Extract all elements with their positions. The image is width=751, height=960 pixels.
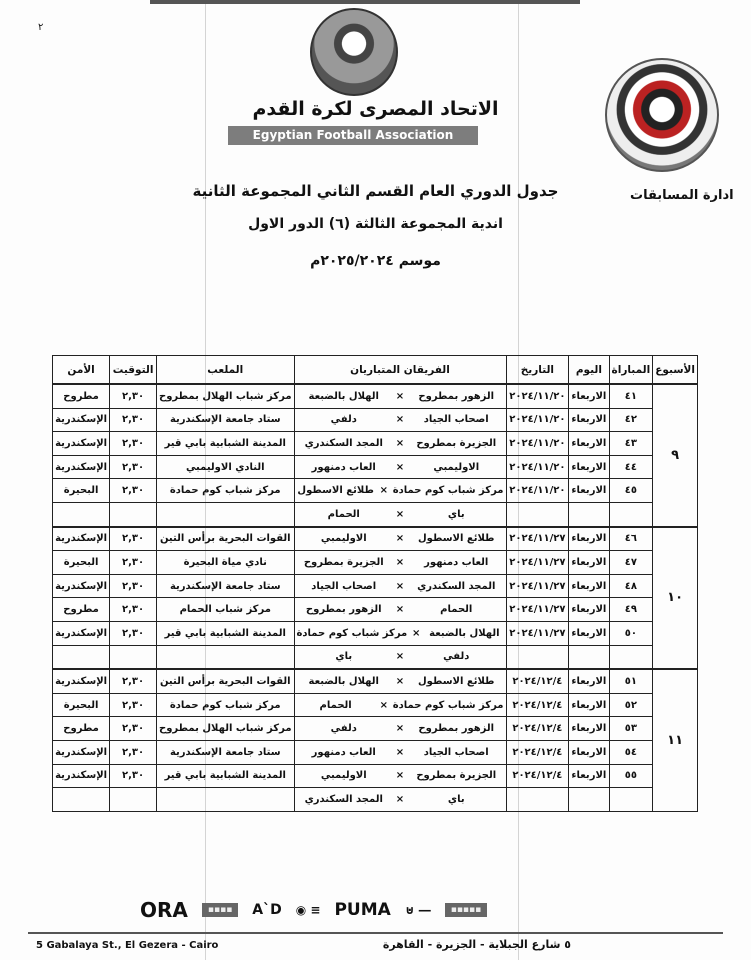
match-date: ٢٠٢٤/١٢/٤ xyxy=(506,669,569,693)
match-number xyxy=(609,788,653,812)
week-number: ٩ xyxy=(653,384,698,527)
teams-cell xyxy=(294,669,506,693)
teams xyxy=(297,628,504,639)
match-day: الاربعاء xyxy=(569,717,609,741)
away-team: المجد السكندري xyxy=(304,793,383,805)
efa-logo-icon xyxy=(310,8,398,96)
match-day: الاربعاء xyxy=(569,432,609,456)
security-region: الإسكندرية xyxy=(53,764,110,788)
column-header: الأمن xyxy=(53,356,110,385)
match-date: ٢٠٢٤/١٢/٤ xyxy=(506,764,569,788)
table-row xyxy=(53,455,698,479)
stadium: النادي الاوليمبي xyxy=(157,455,295,479)
home-team: الهلال بالضبعة xyxy=(429,627,500,639)
teams-cell xyxy=(294,502,506,526)
security-region: الإسكندرية xyxy=(53,408,110,432)
kickoff-time: ٢,٣٠ xyxy=(110,669,157,693)
stadium: مركز شباب كوم حمادة xyxy=(157,693,295,717)
home-team: دلفي xyxy=(443,651,470,663)
stadium xyxy=(157,788,295,812)
address-ar: ٥ شارع الجبلاية - الجزيرة - القاهرة xyxy=(382,938,571,951)
vs-sign: × xyxy=(395,414,405,426)
stadium xyxy=(157,645,295,669)
address-en: 5 Gabalaya St., El Gezera - Cairo xyxy=(36,940,219,951)
vs-sign: × xyxy=(379,485,388,497)
match-day: الاربعاء xyxy=(569,764,609,788)
home-team: الزهور بمطروح xyxy=(418,723,495,735)
doc-subtitle: اندية المجموعة الثالثة (٦) الدور الاول xyxy=(248,216,503,232)
table-row xyxy=(53,574,698,598)
kickoff-time: ٢,٣٠ xyxy=(110,384,157,408)
security-region: الإسكندرية xyxy=(53,740,110,764)
vs-sign: × xyxy=(395,746,405,758)
teams xyxy=(297,391,504,402)
table-row xyxy=(53,479,698,503)
match-day xyxy=(569,502,609,526)
home-team: اصحاب الجياد xyxy=(423,414,489,426)
teams xyxy=(297,533,504,544)
teams-cell xyxy=(294,740,506,764)
match-date: ٢٠٢٤/١١/٢٠ xyxy=(506,455,569,479)
match-date: ٢٠٢٤/١١/٢٧ xyxy=(506,621,569,645)
match-number: ٥٢ xyxy=(609,693,653,717)
teams xyxy=(297,581,504,592)
bye-row xyxy=(53,645,698,669)
table-row xyxy=(53,551,698,575)
match-number: ٤٦ xyxy=(609,527,653,551)
match-date: ٢٠٢٤/١١/٢٠ xyxy=(506,479,569,503)
match-number: ٤٢ xyxy=(609,408,653,432)
match-date: ٢٠٢٤/١١/٢٧ xyxy=(506,598,569,622)
security-region: البحيرة xyxy=(53,693,110,717)
kickoff-time: ٢,٣٠ xyxy=(110,455,157,479)
table-row xyxy=(53,669,698,693)
vs-sign: × xyxy=(395,651,405,663)
stadium: القوات البحرية برأس التين xyxy=(157,669,295,693)
match-date: ٢٠٢٤/١١/٢٠ xyxy=(506,408,569,432)
home-team: الحمام xyxy=(440,604,473,616)
teams-cell xyxy=(294,645,506,669)
match-number: ٤٧ xyxy=(609,551,653,575)
sponsor-logo: ▪▪▪▪▪ xyxy=(445,903,488,917)
kickoff-time: ٢,٣٠ xyxy=(110,764,157,788)
away-team: الاوليمبي xyxy=(320,533,367,545)
away-team: العاب دمنهور xyxy=(311,746,376,758)
away-team: اصحاب الجياد xyxy=(311,580,377,592)
match-number: ٥١ xyxy=(609,669,653,693)
match-date xyxy=(506,645,569,669)
column-header: المباراة xyxy=(609,356,653,385)
teams-cell xyxy=(294,788,506,812)
stadium: المدينة الشبابية بابي قير xyxy=(157,621,295,645)
vs-sign: × xyxy=(395,556,405,568)
teams xyxy=(297,747,504,758)
match-date: ٢٠٢٤/١٢/٤ xyxy=(506,693,569,717)
kickoff-time: ٢,٣٠ xyxy=(110,408,157,432)
match-number: ٥٣ xyxy=(609,717,653,741)
vs-sign: × xyxy=(395,533,405,545)
teams xyxy=(297,794,504,805)
match-day: الاربعاء xyxy=(569,527,609,551)
home-team: مركز شباب كوم حمادة xyxy=(392,699,504,711)
sponsor-puma-logo: PUMA xyxy=(334,900,391,920)
kickoff-time: ٢,٣٠ xyxy=(110,551,157,575)
security-region: الإسكندرية xyxy=(53,527,110,551)
table-row xyxy=(53,764,698,788)
home-team: العاب دمنهور xyxy=(424,556,489,568)
teams xyxy=(297,485,504,496)
away-team: باي xyxy=(335,651,353,663)
table-row xyxy=(53,598,698,622)
stadium: مركز شباب الهلال بمطروح xyxy=(157,717,295,741)
stadium: مركز شباب الهلال بمطروح xyxy=(157,384,295,408)
week-number: ١١ xyxy=(653,669,698,811)
away-team: الزهور بمطروح xyxy=(305,604,382,616)
teams xyxy=(297,700,504,711)
sponsor-strip xyxy=(140,898,610,922)
table-row xyxy=(53,621,698,645)
stadium: مركز شباب الحمام xyxy=(157,598,295,622)
home-team: الزهور بمطروح xyxy=(418,390,495,402)
teams xyxy=(297,676,504,687)
match-day: الاربعاء xyxy=(569,598,609,622)
match-date xyxy=(506,502,569,526)
match-day: الاربعاء xyxy=(569,384,609,408)
security-region: مطروح xyxy=(53,717,110,741)
match-day: الاربعاء xyxy=(569,455,609,479)
teams-cell xyxy=(294,693,506,717)
security-region: الإسكندرية xyxy=(53,455,110,479)
sponsor-logo: ⊍ ― xyxy=(404,903,431,917)
table-row xyxy=(53,384,698,408)
match-day: الاربعاء xyxy=(569,574,609,598)
teams xyxy=(297,462,504,473)
away-team: العاب دمنهور xyxy=(311,461,376,473)
match-number: ٥٥ xyxy=(609,764,653,788)
match-date xyxy=(506,788,569,812)
home-team: الجزيرة بمطروح xyxy=(416,437,497,449)
match-number xyxy=(609,502,653,526)
stadium: ستاد جامعة الإسكندرية xyxy=(157,574,295,598)
match-date: ٢٠٢٤/١٢/٤ xyxy=(506,740,569,764)
efa-seal-icon xyxy=(605,58,719,172)
table-row xyxy=(53,408,698,432)
column-header: اليوم xyxy=(569,356,609,385)
teams-cell xyxy=(294,455,506,479)
home-team: باي xyxy=(447,508,465,520)
vs-sign: × xyxy=(395,770,405,782)
vs-sign: × xyxy=(395,437,405,449)
bye-row xyxy=(53,788,698,812)
teams-cell xyxy=(294,717,506,741)
stadium: المدينة الشبابية بابي قير xyxy=(157,432,295,456)
home-team: مركز شباب كوم حمادة xyxy=(392,485,504,497)
home-team: طلائع الاسطول xyxy=(418,533,495,545)
table-row xyxy=(53,432,698,456)
teams-cell xyxy=(294,432,506,456)
match-day: الاربعاء xyxy=(569,740,609,764)
vs-sign: × xyxy=(395,675,405,687)
column-header: التاريخ xyxy=(506,356,569,385)
department-label: ادارة المسابقات xyxy=(630,188,734,203)
teams-cell xyxy=(294,527,506,551)
security-region: الإسكندرية xyxy=(53,621,110,645)
match-day: الاربعاء xyxy=(569,479,609,503)
footer-divider xyxy=(28,932,723,934)
table-row xyxy=(53,693,698,717)
match-number: ٥٤ xyxy=(609,740,653,764)
teams xyxy=(297,770,504,781)
sponsor-logo: ▪▪▪▪ xyxy=(202,903,238,917)
table-row xyxy=(53,527,698,551)
page-mark: ٢ xyxy=(38,22,44,33)
away-team: المجد السكندري xyxy=(304,437,383,449)
match-day: الاربعاء xyxy=(569,669,609,693)
match-day xyxy=(569,788,609,812)
teams xyxy=(297,604,504,615)
home-team: اصحاب الجياد xyxy=(423,746,489,758)
away-team: مركز شباب كوم حمادة xyxy=(296,627,408,639)
match-day xyxy=(569,645,609,669)
teams xyxy=(297,557,504,568)
teams-cell xyxy=(294,551,506,575)
match-date: ٢٠٢٤/١١/٢٧ xyxy=(506,551,569,575)
kickoff-time: ٢,٣٠ xyxy=(110,598,157,622)
home-team: الاوليمبي xyxy=(433,461,480,473)
teams xyxy=(297,438,504,449)
kickoff-time: ٢,٣٠ xyxy=(110,621,157,645)
week-number: ١٠ xyxy=(653,527,698,670)
stadium xyxy=(157,502,295,526)
teams xyxy=(297,651,504,662)
stadium: ستاد جامعة الإسكندرية xyxy=(157,408,295,432)
home-team: المجد السكندري xyxy=(417,580,496,592)
match-date: ٢٠٢٤/١١/٢٧ xyxy=(506,527,569,551)
security-region: الإسكندرية xyxy=(53,669,110,693)
home-team: طلائع الاسطول xyxy=(418,675,495,687)
stadium: المدينة الشبابية بابي قير xyxy=(157,764,295,788)
match-number: ٤٤ xyxy=(609,455,653,479)
teams-cell xyxy=(294,764,506,788)
kickoff-time xyxy=(110,645,157,669)
org-name-en: Egyptian Football Association xyxy=(228,126,478,145)
match-date: ٢٠٢٤/١١/٢٠ xyxy=(506,432,569,456)
match-number: ٤٥ xyxy=(609,479,653,503)
column-header: الفريقان المتباريان xyxy=(294,356,506,385)
match-date: ٢٠٢٤/١٢/٤ xyxy=(506,717,569,741)
vs-sign: × xyxy=(395,508,405,520)
stadium: ستاد جامعة الإسكندرية xyxy=(157,740,295,764)
match-number xyxy=(609,645,653,669)
away-team: الاوليمبي xyxy=(320,770,367,782)
vs-sign: × xyxy=(395,390,405,402)
kickoff-time: ٢,٣٠ xyxy=(110,740,157,764)
kickoff-time: ٢,٣٠ xyxy=(110,527,157,551)
match-day: الاربعاء xyxy=(569,693,609,717)
org-name-ar: الاتحاد المصرى لكرة القدم xyxy=(252,98,499,120)
kickoff-time xyxy=(110,788,157,812)
away-team: دلفي xyxy=(330,723,357,735)
vs-sign: × xyxy=(412,627,421,639)
teams-cell xyxy=(294,384,506,408)
doc-title: جدول الدوري العام القسم الثاني المجموعة الثانية xyxy=(192,182,559,200)
kickoff-time: ٢,٣٠ xyxy=(110,693,157,717)
match-day: الاربعاء xyxy=(569,408,609,432)
home-team: الجزيرة بمطروح xyxy=(416,770,497,782)
match-number: ٤٨ xyxy=(609,574,653,598)
security-region: البحيرة xyxy=(53,551,110,575)
table-row xyxy=(53,740,698,764)
away-team: الهلال بالضبعة xyxy=(308,675,379,687)
vs-sign: × xyxy=(379,699,388,711)
table-row xyxy=(53,717,698,741)
kickoff-time: ٢,٣٠ xyxy=(110,479,157,503)
vs-sign: × xyxy=(395,604,405,616)
security-region: الإسكندرية xyxy=(53,574,110,598)
match-number: ٤٣ xyxy=(609,432,653,456)
kickoff-time xyxy=(110,502,157,526)
away-team: دلفي xyxy=(330,414,357,426)
security-region: البحيرة xyxy=(53,479,110,503)
column-header: التوقيت xyxy=(110,356,157,385)
away-team: الحمام xyxy=(319,699,352,711)
vs-sign: × xyxy=(395,723,405,735)
stadium: القوات البحرية برأس التين xyxy=(157,527,295,551)
match-number: ٥٠ xyxy=(609,621,653,645)
security-region: مطروح xyxy=(53,598,110,622)
match-day: الاربعاء xyxy=(569,621,609,645)
security-region: الإسكندرية xyxy=(53,432,110,456)
away-team: الهلال بالضبعة xyxy=(308,390,379,402)
teams-cell xyxy=(294,408,506,432)
bye-row xyxy=(53,502,698,526)
teams-cell xyxy=(294,598,506,622)
away-team: الجزيرة بمطروح xyxy=(303,556,384,568)
column-header: الأسبوع xyxy=(653,356,698,385)
stadium: مركز شباب كوم حمادة xyxy=(157,479,295,503)
teams-cell xyxy=(294,574,506,598)
vs-sign: × xyxy=(395,580,405,592)
vs-sign: × xyxy=(395,793,405,805)
sponsor-logo: AˋD xyxy=(252,902,282,918)
kickoff-time: ٢,٣٠ xyxy=(110,574,157,598)
kickoff-time: ٢,٣٠ xyxy=(110,432,157,456)
match-number: ٤٩ xyxy=(609,598,653,622)
stadium: نادي مياة البحيرة xyxy=(157,551,295,575)
scan-edge xyxy=(150,0,580,4)
away-team: الحمام xyxy=(327,508,360,520)
match-date: ٢٠٢٤/١١/٢٠ xyxy=(506,384,569,408)
away-team: طلائع الاسطول xyxy=(297,485,374,497)
security-region: مطروح xyxy=(53,384,110,408)
sponsor-logo: ◉ ≡ xyxy=(295,903,321,917)
column-header: الملعب xyxy=(157,356,295,385)
teams xyxy=(297,414,504,425)
teams-cell xyxy=(294,479,506,503)
teams xyxy=(297,509,504,520)
match-day: الاربعاء xyxy=(569,551,609,575)
teams-cell xyxy=(294,621,506,645)
season-label: موسم ٢٠٢٥/٢٠٢٤م xyxy=(310,253,441,269)
teams xyxy=(297,723,504,734)
security-region xyxy=(53,788,110,812)
kickoff-time: ٢,٣٠ xyxy=(110,717,157,741)
vs-sign: × xyxy=(395,461,405,473)
home-team: باي xyxy=(447,793,465,805)
match-number: ٤١ xyxy=(609,384,653,408)
schedule-table xyxy=(52,355,698,812)
security-region xyxy=(53,645,110,669)
security-region xyxy=(53,502,110,526)
match-date: ٢٠٢٤/١١/٢٧ xyxy=(506,574,569,598)
sponsor-ora-logo: ORA xyxy=(140,898,188,922)
